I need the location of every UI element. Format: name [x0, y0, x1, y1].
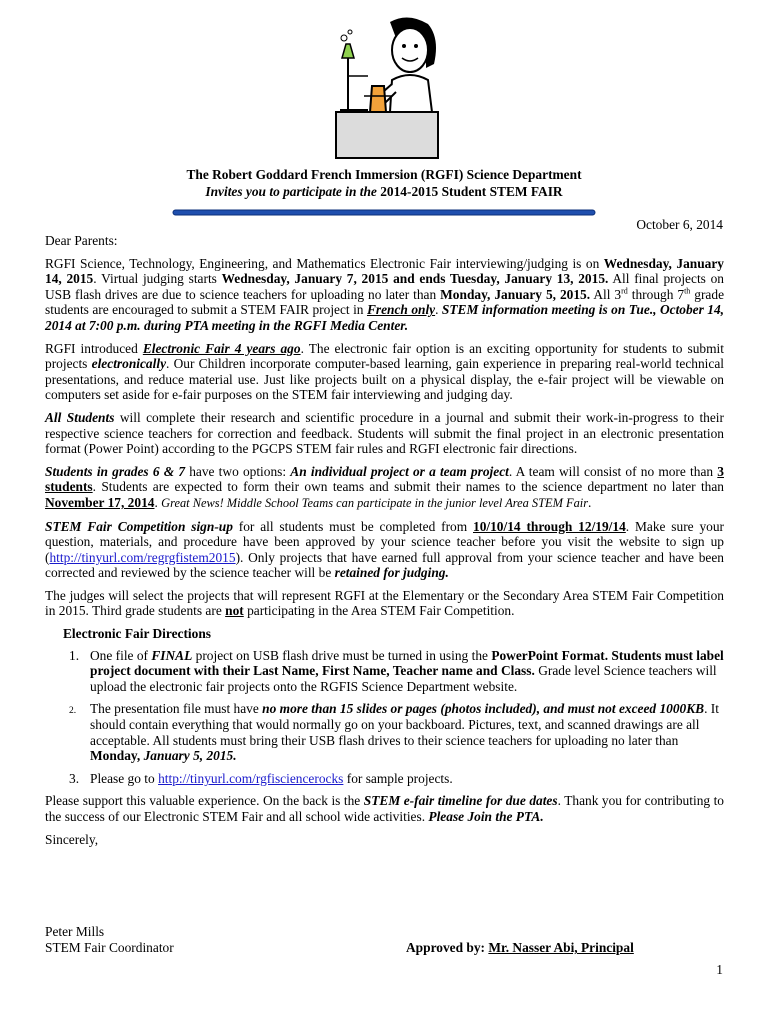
text: One file of [90, 647, 152, 663]
paragraph-all-students [45, 410, 724, 457]
signer-name: Peter Mills [45, 924, 105, 939]
text: . The electronic fair option is an exciting opportunity for students to submit projects [45, 340, 724, 372]
list-number: 2. [69, 706, 77, 717]
header-divider [172, 209, 596, 216]
text: grade students are encouraged to submit a STEM FAIR project in [45, 286, 725, 318]
text: have two options: [185, 463, 291, 479]
directions-title: Electronic Fair Directions [63, 626, 212, 642]
text: will complete their research and scientific procedure in a journal and submit their work-in-progress to their respective science teachers for correction and feedback. Students will submit the final project in an electronic presentation format (Power Point) according to the PGCPS STEM fair rules and RGFI electronic fair directions. [45, 409, 724, 457]
emphasis-text: An individual project or a team project [290, 463, 509, 479]
salutation: Dear Parents: [45, 233, 118, 248]
list-item [45, 771, 724, 787]
scientist-clipart-icon [328, 14, 446, 160]
emphasis-text: STEM Fair Competition sign-up [45, 518, 233, 534]
header-invite-text: Invites you to participate in the [205, 184, 381, 199]
signature-block [45, 924, 174, 956]
french-only-text: French only [366, 302, 436, 318]
superscript: th [684, 286, 691, 296]
directions-list [45, 648, 724, 787]
approver-name: Mr. Nasser Abi, Principal [488, 940, 634, 955]
header-line-2 [0, 184, 768, 200]
great-news-text: Great News! Middle School Teams can participate in the junior level Area STEM Fair [161, 495, 589, 510]
paragraph-judges [45, 588, 724, 619]
paragraph-judging-dates [45, 256, 724, 334]
text: . A team will consist of no more than [508, 463, 718, 479]
text: . Make sure your question, materials, and procedure have been approved by your science teacher before you visit the website to sign up ( [45, 518, 724, 565]
electronic-fair-text: Electronic Fair 4 years ago [142, 340, 301, 356]
virtual-judging-dates: Wednesday, January 7, 2015 and ends Tuesday, January 13, 2015. [221, 271, 609, 287]
emphasis-text: electronically [91, 356, 167, 372]
emphasis-text: STEM e-fair timeline for due dates [363, 793, 558, 809]
text: . Our Children incorporate computer-based learning, gain experience in preparing real-world technical presentations, and reduce material use. Just like projects built on a physical display, the e-fair project will be viewable on computers set aside for e-fair purposes on the STEM fair interviewing and judging day. [45, 356, 724, 403]
text: Please go to [90, 770, 159, 786]
text: The presentation file must have [90, 701, 263, 717]
list-item [45, 648, 724, 695]
approval-line [406, 940, 634, 956]
emphasis-text: FINAL [151, 647, 193, 663]
text: . Thank you for contributing to the success of our Electronic STEM Fair and all school wide activities. [45, 793, 725, 824]
letter-date: October 6, 2014 [636, 217, 723, 232]
approval-label: Approved by: [406, 940, 489, 955]
text: . [435, 302, 442, 318]
paragraph-electronic-fair [45, 341, 724, 403]
signup-dates-text: 10/10/14 through 12/19/14 [473, 518, 626, 534]
text: through 7 [627, 286, 685, 302]
text: project on USB flash drive must be turned in using the [192, 647, 492, 663]
text: . [154, 494, 162, 510]
text: for all students must be completed from [232, 518, 473, 534]
usb-due-date: Monday, January 5, 2015. [440, 286, 591, 302]
header-event-text: 2014-2015 Student STEM FAIR [380, 184, 563, 199]
text: All 3 [590, 286, 622, 302]
list-item [45, 701, 724, 763]
text: The judges will select the projects that will represent RGFI at the Elementary or the Secondary Area STEM Fair Competition in 2015. Third grade students are [45, 587, 724, 619]
emphasis-text: Students in grades 6 & 7 [45, 463, 186, 479]
not-text: not [225, 603, 244, 619]
signer-title: STEM Fair Coordinator [45, 940, 174, 955]
format-requirement-text: PowerPoint Format. Students must label project document with their Last Name, First Name, Teacher name and Class. [90, 647, 724, 679]
text: Grade level Science teachers will upload the electronic fair projects onto the RGFIS Science Department website. [90, 663, 717, 694]
emphasis-text: January 5, 2015. [140, 748, 237, 764]
team-size-text: 3 students [45, 463, 724, 495]
emphasis-text: retained for judging. [334, 565, 449, 581]
text: RGFI introduced [45, 340, 143, 356]
text: . [588, 494, 592, 510]
paragraph-support [45, 793, 724, 824]
emphasis-text: All Students [45, 409, 115, 425]
signup-link[interactable]: http://tinyurl.com/regrgfistem2015 [49, 549, 236, 565]
text: participating in the Area STEM Fair Competition. [243, 603, 515, 619]
page-number: 1 [716, 962, 723, 977]
text: . Virtual judging starts [93, 271, 222, 287]
emphasis-text: Please Join the PTA. [428, 809, 544, 824]
superscript: rd [621, 286, 628, 296]
size-limit-text: no more than 15 slides or pages (photos included), and must not exceed 1000KB [262, 701, 705, 717]
text: . Students are expected to form their own teams and submit their names to the science department no later than [92, 479, 724, 495]
team-deadline-text: November 17, 2014 [45, 494, 155, 510]
text: for sample projects. [343, 770, 453, 786]
closing: Sincerely, [45, 831, 99, 847]
list-number: 1. [69, 647, 80, 663]
header-line-1: The Robert Goddard French Immersion (RGFI) Science Department [186, 167, 582, 182]
info-meeting-text: STEM information meeting is on Tue., October 14, 2014 at 7:00 p.m. during PTA meeting in the RGFI Media Center. [45, 302, 725, 333]
list-number: 3. [69, 770, 80, 786]
text: . It should contain everything that would normally go on your backboard. Pictures, text, and scanned drawings are all acceptable. All students must bring their USB flash drives to their science teachers for uploading no later than [90, 701, 719, 748]
text: All final projects on USB flash drives are due to science teachers for uploading no later than [45, 271, 724, 302]
paragraph-grades-6-7 [45, 464, 724, 512]
emphasis-text: Monday, [90, 748, 141, 764]
letter-body [45, 233, 724, 854]
text: Please support this valuable experience. On the back is the [45, 793, 364, 809]
sample-projects-link[interactable]: http://tinyurl.com/rgfisciencerocks [158, 770, 344, 786]
paragraph-signup [45, 519, 724, 581]
text: ). Only projects that have earned full approval from your science teacher and have been corrected and reviewed by the science teacher will be [45, 549, 724, 581]
judging-date: Wednesday, January 14, 2015 [45, 255, 725, 287]
text: RGFI Science, Technology, Engineering, and Mathematics Electronic Fair interviewing/judging is on [45, 255, 604, 271]
